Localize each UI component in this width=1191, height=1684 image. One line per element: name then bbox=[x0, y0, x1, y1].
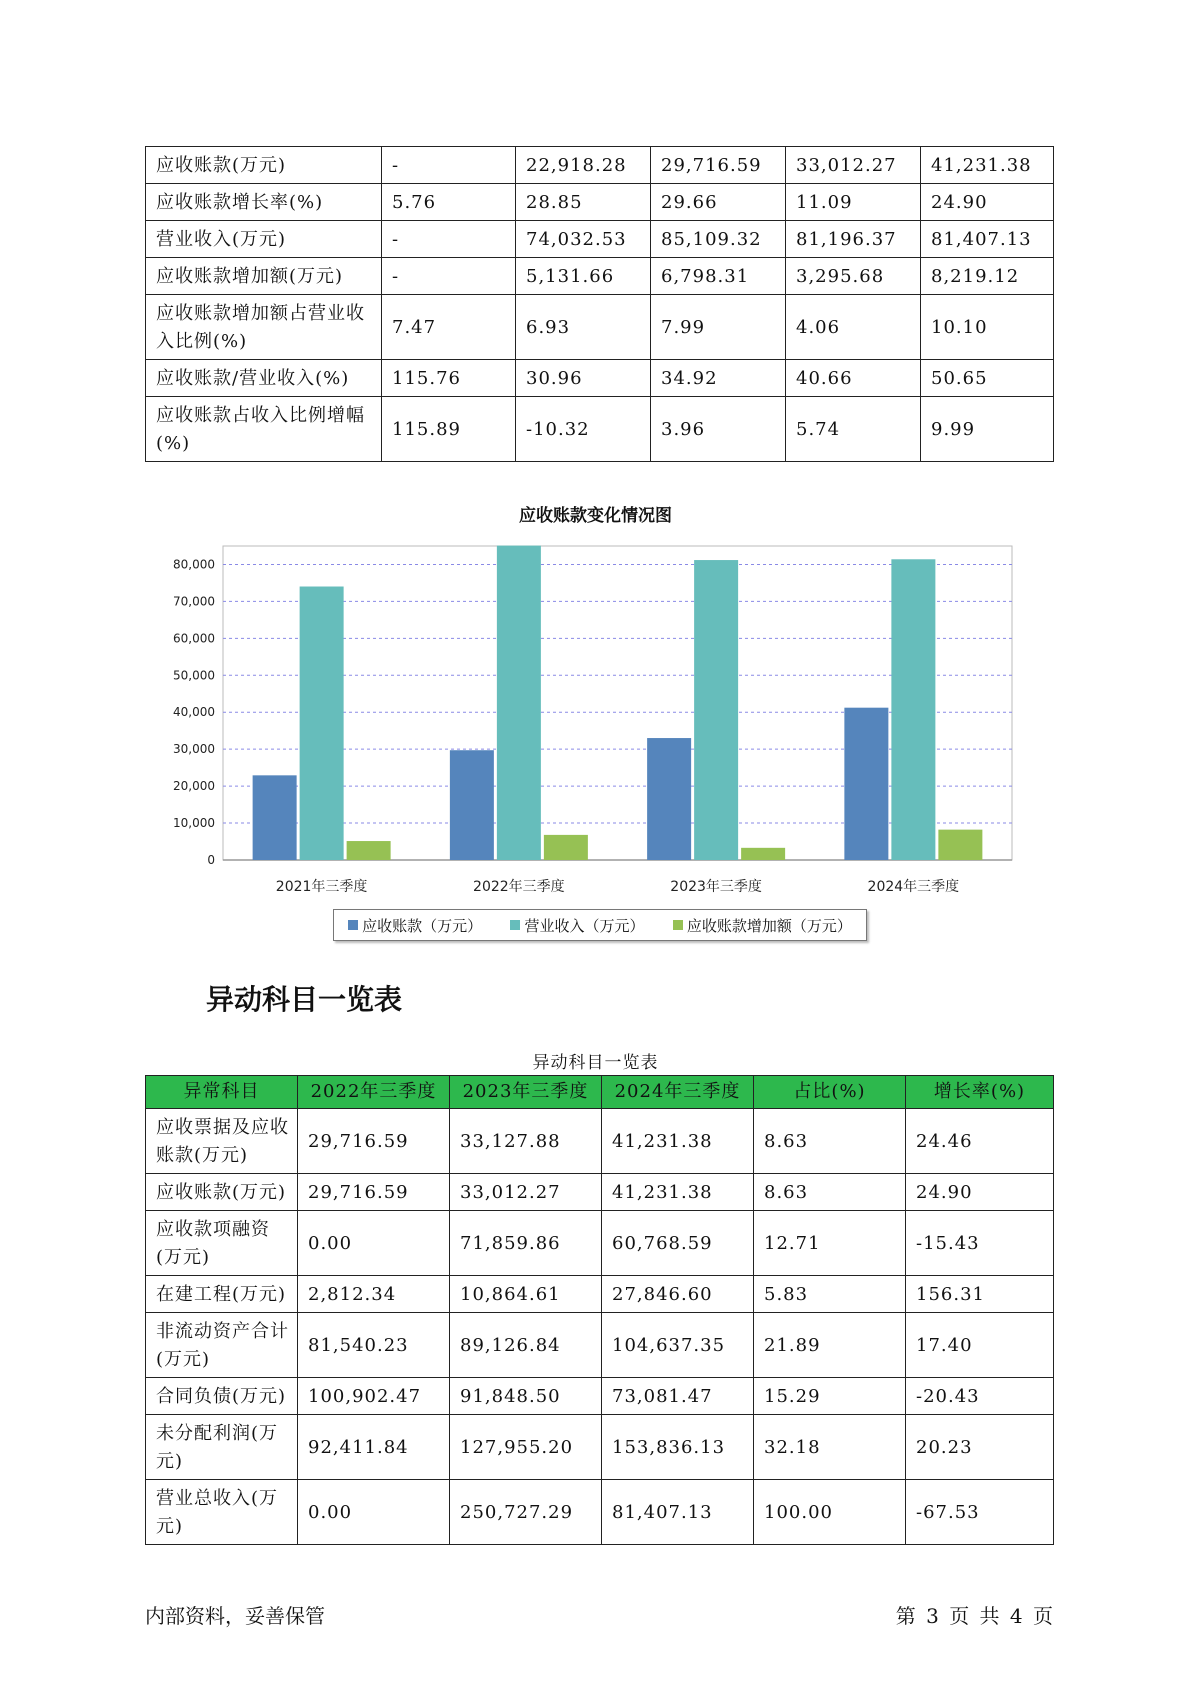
bar bbox=[891, 559, 935, 860]
table-cell: 104,637.35 bbox=[602, 1313, 754, 1378]
row-label: 合同负债(万元) bbox=[146, 1378, 298, 1415]
table-cell: 22,918.28 bbox=[516, 147, 651, 184]
table-cell: 127,955.20 bbox=[450, 1415, 602, 1480]
table-cell: - bbox=[382, 221, 516, 258]
table-cell: -67.53 bbox=[906, 1480, 1054, 1545]
table-cell: 12.71 bbox=[754, 1211, 906, 1276]
y-tick-label: 70,000 bbox=[173, 594, 215, 609]
table-cell: 5.74 bbox=[786, 397, 921, 462]
table-cell: 74,032.53 bbox=[516, 221, 651, 258]
row-label: 应收账款(万元) bbox=[146, 147, 382, 184]
y-tick-label: 20,000 bbox=[173, 779, 215, 794]
table-cell: 5,131.66 bbox=[516, 258, 651, 295]
table-cell: 7.47 bbox=[382, 295, 516, 360]
table-cell: 0.00 bbox=[298, 1211, 450, 1276]
table-row bbox=[146, 1109, 1054, 1174]
x-tick-label: 2022年三季度 bbox=[473, 879, 565, 895]
abnormal-items-table bbox=[145, 1075, 1054, 1545]
row-label: 应收账款占收入比例增幅(%) bbox=[146, 397, 382, 462]
y-tick-label: 30,000 bbox=[173, 742, 215, 757]
column-header: 占比(%) bbox=[754, 1076, 906, 1109]
table-cell: -15.43 bbox=[906, 1211, 1054, 1276]
table-row bbox=[146, 1276, 1054, 1313]
table-cell: 41,231.38 bbox=[602, 1174, 754, 1211]
table-cell: 41,231.38 bbox=[921, 147, 1054, 184]
column-header: 2022年三季度 bbox=[298, 1076, 450, 1109]
table-cell: 250,727.29 bbox=[450, 1480, 602, 1545]
table-cell: - bbox=[382, 258, 516, 295]
table-cell: 34.92 bbox=[651, 360, 786, 397]
table-cell: 115.89 bbox=[382, 397, 516, 462]
table-cell: 4.06 bbox=[786, 295, 921, 360]
bar bbox=[497, 546, 541, 860]
table-cell: - bbox=[382, 147, 516, 184]
table-row bbox=[146, 1378, 1054, 1415]
table-cell: 91,848.50 bbox=[450, 1378, 602, 1415]
row-label: 营业总收入(万元) bbox=[146, 1480, 298, 1545]
footer-page-number: 第 3 页 共 4 页 bbox=[895, 1604, 1053, 1628]
table-cell: 73,081.47 bbox=[602, 1378, 754, 1415]
row-label: 非流动资产合计(万元) bbox=[146, 1313, 298, 1378]
table-cell: 10,864.61 bbox=[450, 1276, 602, 1313]
table-row bbox=[146, 1480, 1054, 1545]
legend-swatch bbox=[510, 920, 520, 930]
table-cell: 85,109.32 bbox=[651, 221, 786, 258]
table-cell: 60,768.59 bbox=[602, 1211, 754, 1276]
table-cell: 7.99 bbox=[651, 295, 786, 360]
table-cell: 71,859.86 bbox=[450, 1211, 602, 1276]
legend-item bbox=[348, 915, 482, 936]
table-cell: 29,716.59 bbox=[651, 147, 786, 184]
table-header-row bbox=[146, 1076, 1054, 1109]
row-label: 未分配利润(万元) bbox=[146, 1415, 298, 1480]
section-heading: 异动科目一览表 bbox=[206, 983, 403, 1016]
row-label: 应收账款增加额占营业收入比例(%) bbox=[146, 295, 382, 360]
footer-confidential-note: 内部资料，妥善保管 bbox=[145, 1604, 325, 1628]
table-cell: 11.09 bbox=[786, 184, 921, 221]
bar bbox=[647, 738, 691, 860]
table-cell: 2,812.34 bbox=[298, 1276, 450, 1313]
row-label: 应收账款/营业收入(%) bbox=[146, 360, 382, 397]
legend-swatch bbox=[348, 920, 358, 930]
table-cell: 0.00 bbox=[298, 1480, 450, 1545]
table-cell: 6.93 bbox=[516, 295, 651, 360]
table-cell: 9.99 bbox=[921, 397, 1054, 462]
table-caption: 异动科目一览表 bbox=[532, 1053, 659, 1073]
table-cell: 92,411.84 bbox=[298, 1415, 450, 1480]
table-cell: 17.40 bbox=[906, 1313, 1054, 1378]
table-cell: 32.18 bbox=[754, 1415, 906, 1480]
row-label: 应收款项融资(万元) bbox=[146, 1211, 298, 1276]
table-cell: 5.76 bbox=[382, 184, 516, 221]
table-cell: 33,127.88 bbox=[450, 1109, 602, 1174]
table-cell: 8,219.12 bbox=[921, 258, 1054, 295]
table-cell: 24.90 bbox=[921, 184, 1054, 221]
table-cell: 40.66 bbox=[786, 360, 921, 397]
table-cell: 29,716.59 bbox=[298, 1174, 450, 1211]
table-cell: 20.23 bbox=[906, 1415, 1054, 1480]
table-cell: 24.90 bbox=[906, 1174, 1054, 1211]
table-cell: 10.10 bbox=[921, 295, 1054, 360]
table-cell: 41,231.38 bbox=[602, 1109, 754, 1174]
table-cell: 8.63 bbox=[754, 1109, 906, 1174]
table-cell: 24.46 bbox=[906, 1109, 1054, 1174]
column-header: 2024年三季度 bbox=[602, 1076, 754, 1109]
y-tick-label: 10,000 bbox=[173, 816, 215, 831]
table-cell: 33,012.27 bbox=[786, 147, 921, 184]
y-tick-label: 60,000 bbox=[173, 631, 215, 646]
row-label: 应收账款增加额(万元) bbox=[146, 258, 382, 295]
legend-label: 应收账款（万元） bbox=[362, 916, 483, 935]
table-cell: 8.63 bbox=[754, 1174, 906, 1211]
bar bbox=[694, 560, 738, 860]
legend-label: 营业收入（万元） bbox=[524, 916, 645, 935]
column-header: 2023年三季度 bbox=[450, 1076, 602, 1109]
chart-legend bbox=[333, 909, 867, 941]
table-cell: 30.96 bbox=[516, 360, 651, 397]
table-cell: 3,295.68 bbox=[786, 258, 921, 295]
bar bbox=[300, 587, 344, 860]
table-row bbox=[146, 1313, 1054, 1378]
x-tick-label: 2021年三季度 bbox=[275, 879, 368, 895]
table-cell: 50.65 bbox=[921, 360, 1054, 397]
y-tick-label: 40,000 bbox=[173, 705, 215, 720]
y-tick-label: 50,000 bbox=[173, 668, 215, 683]
bar bbox=[938, 830, 982, 860]
bar bbox=[347, 841, 391, 860]
table-cell: 81,196.37 bbox=[786, 221, 921, 258]
table-cell: 100,902.47 bbox=[298, 1378, 450, 1415]
table-cell: 81,540.23 bbox=[298, 1313, 450, 1378]
table-cell: 28.85 bbox=[516, 184, 651, 221]
row-label: 应收账款增长率(%) bbox=[146, 184, 382, 221]
table-cell: -20.43 bbox=[906, 1378, 1054, 1415]
table-cell: 29.66 bbox=[651, 184, 786, 221]
y-tick-label: 0 bbox=[207, 853, 215, 867]
row-label: 应收账款(万元) bbox=[146, 1174, 298, 1211]
bar bbox=[844, 708, 888, 860]
bar bbox=[253, 775, 297, 860]
table-cell: 81,407.13 bbox=[921, 221, 1054, 258]
table-cell: 153,836.13 bbox=[602, 1415, 754, 1480]
table-cell: 21.89 bbox=[754, 1313, 906, 1378]
table-cell: 29,716.59 bbox=[298, 1109, 450, 1174]
table-cell: 33,012.27 bbox=[450, 1174, 602, 1211]
column-header: 增长率(%) bbox=[906, 1076, 1054, 1109]
x-tick-label: 2024年三季度 bbox=[867, 879, 960, 895]
bar bbox=[741, 848, 785, 860]
table-cell: 3.96 bbox=[651, 397, 786, 462]
legend-item bbox=[510, 915, 644, 936]
bar bbox=[544, 835, 588, 860]
table-cell: 156.31 bbox=[906, 1276, 1054, 1313]
table-row bbox=[146, 1211, 1054, 1276]
table-cell: 115.76 bbox=[382, 360, 516, 397]
row-label: 应收票据及应收账款(万元) bbox=[146, 1109, 298, 1174]
row-label: 营业收入(万元) bbox=[146, 221, 382, 258]
table-row bbox=[146, 1415, 1054, 1480]
table-cell: 6,798.31 bbox=[651, 258, 786, 295]
table-cell: 27,846.60 bbox=[602, 1276, 754, 1313]
x-tick-label: 2023年三季度 bbox=[670, 879, 762, 895]
bar bbox=[450, 750, 494, 860]
table-cell: -10.32 bbox=[516, 397, 651, 462]
legend-label: 应收账款增加额（万元） bbox=[686, 916, 852, 935]
legend-item bbox=[673, 915, 852, 936]
table-cell: 15.29 bbox=[754, 1378, 906, 1415]
table-row bbox=[146, 1174, 1054, 1211]
y-tick-label: 80,000 bbox=[173, 557, 215, 572]
table-cell: 81,407.13 bbox=[602, 1480, 754, 1545]
chart-title: 应收账款变化情况图 bbox=[519, 506, 672, 526]
row-label: 在建工程(万元) bbox=[146, 1276, 298, 1313]
table-cell: 5.83 bbox=[754, 1276, 906, 1313]
column-header: 异常科目 bbox=[146, 1076, 298, 1109]
table-cell: 89,126.84 bbox=[450, 1313, 602, 1378]
table-cell: 100.00 bbox=[754, 1480, 906, 1545]
legend-swatch bbox=[673, 920, 683, 930]
